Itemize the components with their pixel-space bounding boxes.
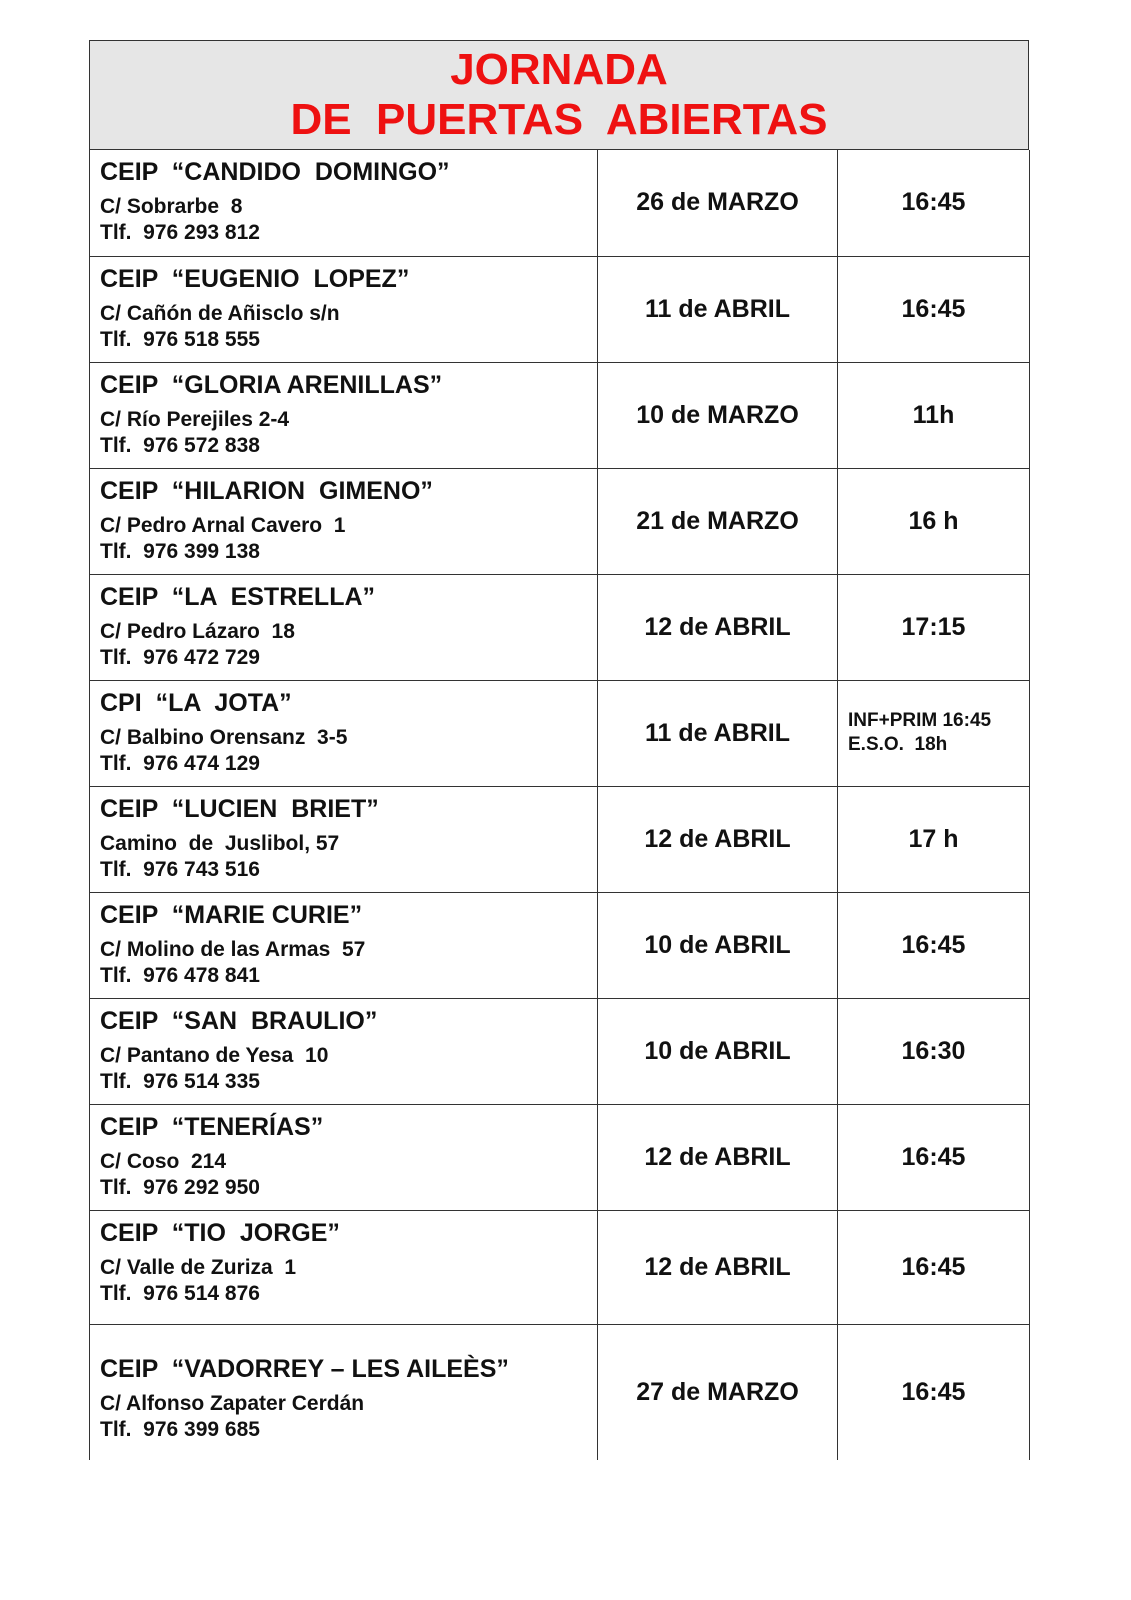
school-address: C/ Cañón de Añisclo s/n <box>100 301 340 325</box>
date-cell: 12 de ABRIL <box>598 786 838 892</box>
title-header <box>89 40 1029 150</box>
table-row <box>90 1104 1030 1210</box>
school-phone: Tlf. 976 743 516 <box>100 857 260 881</box>
school-phone: Tlf. 976 292 950 <box>100 1175 260 1199</box>
school-cell <box>90 362 598 468</box>
school-address: C/ Valle de Zuriza 1 <box>100 1255 297 1279</box>
school-cell <box>90 256 598 362</box>
date-cell: 12 de ABRIL <box>598 1104 838 1210</box>
school-address: C/ Río Perejiles 2-4 <box>100 407 290 431</box>
title-line-2: DE PUERTAS ABIERTAS <box>290 95 828 144</box>
time-cell: 16:45 <box>838 150 1030 256</box>
school-name: CEIP “CANDIDO DOMINGO” <box>100 158 450 186</box>
school-phone: Tlf. 976 518 555 <box>100 327 260 351</box>
school-phone: Tlf. 976 474 129 <box>100 751 260 775</box>
schedule-table <box>89 150 1030 1460</box>
school-address: C/ Alfonso Zapater Cerdán <box>100 1391 365 1415</box>
school-address: C/ Coso 214 <box>100 1149 227 1173</box>
table-row <box>90 1210 1030 1324</box>
date-cell: 12 de ABRIL <box>598 1210 838 1324</box>
school-address: C/ Sobrarbe 8 <box>100 195 243 218</box>
time-cell: 16:45 <box>838 892 1030 998</box>
schedule-sheet <box>89 40 1029 1460</box>
time-cell: 11h <box>838 362 1030 468</box>
table-row <box>90 256 1030 362</box>
school-name: CEIP “SAN BRAULIO” <box>100 1006 378 1035</box>
table-row <box>90 892 1030 998</box>
school-phone: Tlf. 976 572 838 <box>100 433 260 457</box>
school-name: CEIP “LUCIEN BRIET” <box>100 794 379 823</box>
table-row <box>90 362 1030 468</box>
table-row <box>90 574 1030 680</box>
table-row <box>90 786 1030 892</box>
school-phone: Tlf. 976 478 841 <box>100 963 260 987</box>
school-name: CPI “LA JOTA” <box>100 688 292 717</box>
school-phone: Tlf. 976 472 729 <box>100 645 260 669</box>
time-cell: 16:45 <box>838 1324 1030 1460</box>
school-phone: Tlf. 976 514 876 <box>100 1281 260 1305</box>
table-row <box>90 998 1030 1104</box>
school-cell <box>90 1324 598 1460</box>
school-address: Camino de Juslibol, 57 <box>100 831 340 855</box>
table-row <box>90 1324 1030 1460</box>
date-cell: 11 de ABRIL <box>598 680 838 786</box>
school-cell <box>90 1104 598 1210</box>
school-cell <box>90 786 598 892</box>
school-address: C/ Balbino Orensanz 3-5 <box>100 725 348 749</box>
date-cell: 26 de MARZO <box>598 150 838 256</box>
school-name: CEIP “TENERÍAS” <box>100 1112 324 1141</box>
time-line-secondary: E.S.O. 18h <box>848 734 948 755</box>
school-address: C/ Molino de las Armas 57 <box>100 937 366 961</box>
school-cell <box>90 998 598 1104</box>
school-name: CEIP “TIO JORGE” <box>100 1218 340 1247</box>
school-address: C/ Pedro Arnal Cavero 1 <box>100 513 346 537</box>
date-cell: 10 de ABRIL <box>598 892 838 998</box>
table-row <box>90 680 1030 786</box>
school-name: CEIP “LA ESTRELLA” <box>100 582 376 611</box>
time-cell: 16 h <box>838 468 1030 574</box>
school-phone: Tlf. 976 293 812 <box>100 221 260 244</box>
school-address: C/ Pantano de Yesa 10 <box>100 1043 329 1067</box>
school-phone: Tlf. 976 399 685 <box>100 1417 260 1441</box>
school-name: CEIP “EUGENIO LOPEZ” <box>100 264 410 293</box>
time-cell: 16:45 <box>838 256 1030 362</box>
time-cell: 17 h <box>838 786 1030 892</box>
time-cell: 16:30 <box>838 998 1030 1104</box>
school-phone: Tlf. 976 399 138 <box>100 539 260 563</box>
date-cell: 21 de MARZO <box>598 468 838 574</box>
school-cell <box>90 680 598 786</box>
time-cell: 17:15 <box>838 574 1030 680</box>
school-cell <box>90 892 598 998</box>
school-name: CEIP “MARIE CURIE” <box>100 900 363 929</box>
date-cell: 12 de ABRIL <box>598 574 838 680</box>
school-cell <box>90 468 598 574</box>
date-cell: 10 de ABRIL <box>598 998 838 1104</box>
school-phone: Tlf. 976 514 335 <box>100 1069 260 1093</box>
school-address: C/ Pedro Lázaro 18 <box>100 619 295 643</box>
school-name: CEIP “HILARION GIMENO” <box>100 476 433 505</box>
time-cell: 16:45 <box>838 1210 1030 1324</box>
school-name: CEIP “VADORREY – LES AILEÈS” <box>100 1354 509 1383</box>
time-line-primary: INF+PRIM 16:45 <box>848 710 992 731</box>
date-cell: 27 de MARZO <box>598 1324 838 1460</box>
school-cell <box>90 1210 598 1324</box>
title-line-1: JORNADA <box>450 45 668 94</box>
date-cell: 10 de MARZO <box>598 362 838 468</box>
table-row <box>90 150 1030 256</box>
time-cell: 16:45 <box>838 1104 1030 1210</box>
school-name: CEIP “GLORIA ARENILLAS” <box>100 370 443 399</box>
date-cell: 11 de ABRIL <box>598 256 838 362</box>
school-cell <box>90 150 598 256</box>
time-cell <box>838 680 1030 786</box>
table-row <box>90 468 1030 574</box>
school-cell <box>90 574 598 680</box>
